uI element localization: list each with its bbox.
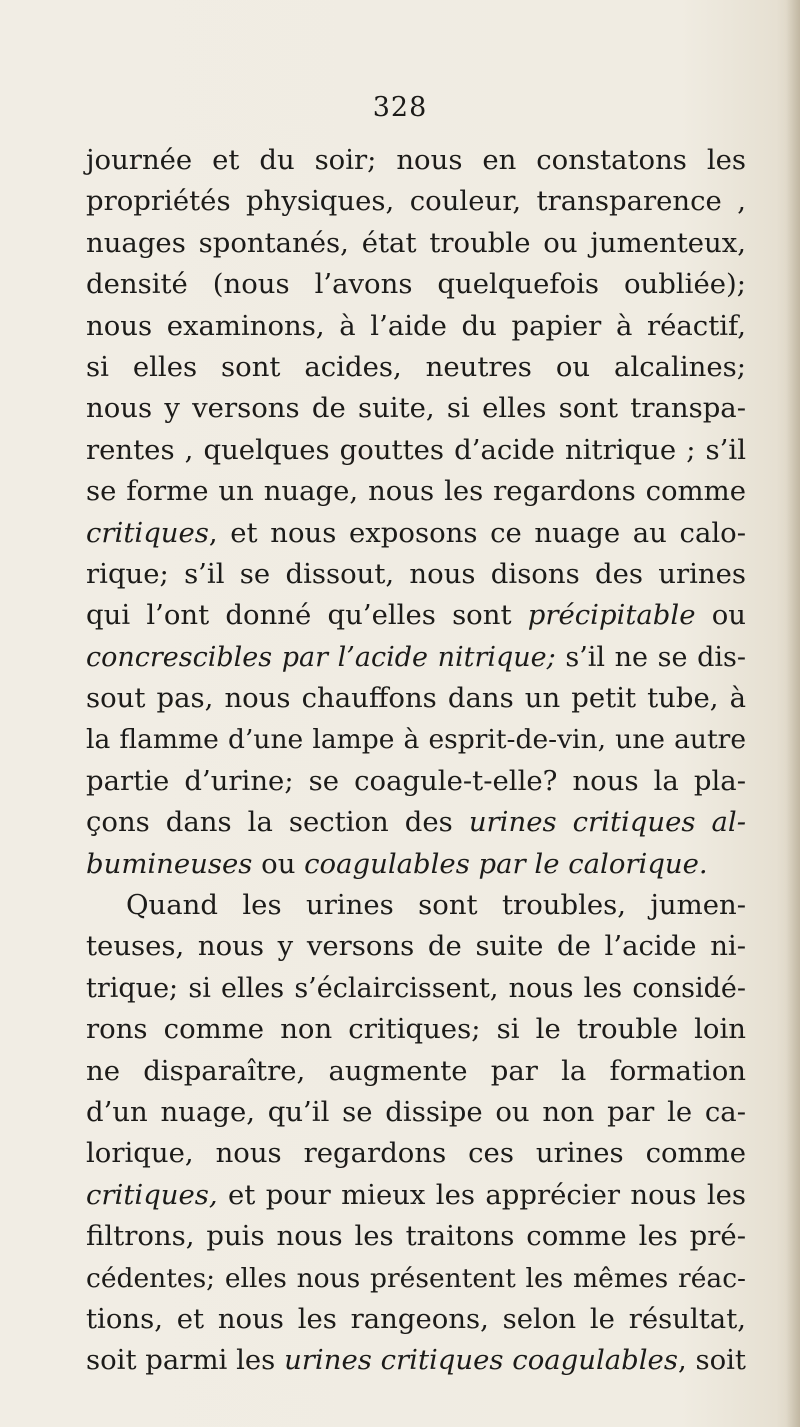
text-line (86, 719, 746, 760)
page-edge-shadow (786, 0, 800, 1427)
italic-text: urines critiques coagulables (284, 1344, 678, 1377)
text-run: nous examinons, à l’aide du papier à réactif, (86, 309, 746, 342)
text-run: Quand les urines sont troubles, jumen- (126, 889, 746, 922)
text-run: se forme un nuage, nous les regardons comme (86, 475, 746, 508)
text-run: journée et du soir; nous en constatons les (86, 144, 746, 176)
text-run: si elles sont acides, neutres ou alcalines; (86, 350, 746, 383)
text-line (86, 1133, 746, 1174)
text-line (86, 637, 746, 678)
text-run: ou (695, 599, 746, 632)
text-line (86, 968, 746, 1009)
text-run: rons comme non critiques; si le trouble loin (86, 1013, 746, 1046)
italic-text: précipitable (527, 599, 696, 632)
text-line (86, 388, 746, 429)
text-line (86, 1258, 746, 1299)
text-line (86, 306, 746, 347)
text-run: soit parmi les (86, 1344, 285, 1377)
text-run: nous y versons de suite, si elles sont transpa- (86, 392, 746, 425)
text-run: partie d’urine; se coagule-t-elle? nous la pla- (86, 764, 746, 797)
text-run: cédentes; elles nous présentent les mêmes réac- (86, 1262, 746, 1294)
text-line (86, 181, 746, 222)
text-line (86, 1216, 746, 1257)
text-line (86, 264, 746, 305)
italic-text: urines critiques al- (468, 806, 747, 839)
text-run: çons dans la section des (86, 806, 469, 839)
italic-text: bumineuses (86, 847, 253, 880)
italic-text: coagulables par le calorique. (304, 847, 708, 880)
text-line (86, 802, 746, 843)
text-run: trique; si elles s’éclaircissent, nous les considé- (86, 972, 746, 1004)
text-run: teuses, nous y versons de suite de l’acide ni- (86, 930, 746, 963)
text-line (86, 513, 746, 554)
text-line (86, 347, 746, 388)
text-run: ne disparaître, augmente par la formation (86, 1054, 746, 1087)
text-line (86, 1175, 746, 1216)
text-run: ou (252, 847, 305, 880)
text-run: d’un nuage, qu’il se dissipe ou non par le ca- (86, 1095, 746, 1128)
body-text (86, 140, 746, 1382)
text-line (86, 223, 746, 264)
text-line (86, 1340, 746, 1381)
text-run: lorique, nous regardons ces urines comme (86, 1137, 746, 1170)
text-run: rentes , quelques gouttes d’acide nitrique ; s’il (86, 433, 746, 466)
text-line (86, 678, 746, 719)
text-run: filtrons, puis nous les traitons comme les pré- (86, 1220, 746, 1253)
text-run: rique; s’il se dissout, nous disons des urines (86, 557, 746, 590)
text-line (86, 1299, 746, 1340)
text-run: densité (nous l’avons quelquefois oubliée); (86, 268, 746, 301)
text-run: qui l’ont donné qu’elles sont (86, 599, 528, 632)
text-line (86, 926, 746, 967)
text-line (86, 885, 746, 926)
text-line (86, 471, 746, 512)
text-line (86, 595, 746, 636)
text-run: , et nous exposons ce nuage au calo- (208, 516, 746, 549)
text-line (86, 430, 746, 471)
text-line (86, 761, 746, 802)
text-line (86, 1009, 746, 1050)
text-run: sout pas, nous chauffons dans un petit tube, à (86, 682, 746, 715)
italic-text: concrescibles par l’acide nitrique; (86, 641, 556, 673)
text-run: tions, et nous les rangeons, selon le résultat, (86, 1302, 746, 1335)
text-line (86, 554, 746, 595)
text-run: nuages spontanés, état trouble ou jumenteux, (86, 226, 746, 259)
text-run: s’il ne se dis- (555, 641, 746, 673)
italic-text: critiques (86, 516, 209, 549)
text-line (86, 1092, 746, 1133)
page-number: 328 (372, 92, 428, 123)
text-line (86, 844, 746, 885)
text-run: la flamme d’une lampe à esprit-de-vin, une autre (86, 724, 746, 756)
text-run: , soit (677, 1344, 746, 1377)
text-line (86, 140, 746, 181)
text-run: et pour mieux les apprécier nous les (217, 1178, 746, 1211)
text-run: propriétés physiques, couleur, transparence , (86, 185, 746, 218)
italic-text: critiques, (86, 1178, 218, 1211)
text-line (86, 1051, 746, 1092)
